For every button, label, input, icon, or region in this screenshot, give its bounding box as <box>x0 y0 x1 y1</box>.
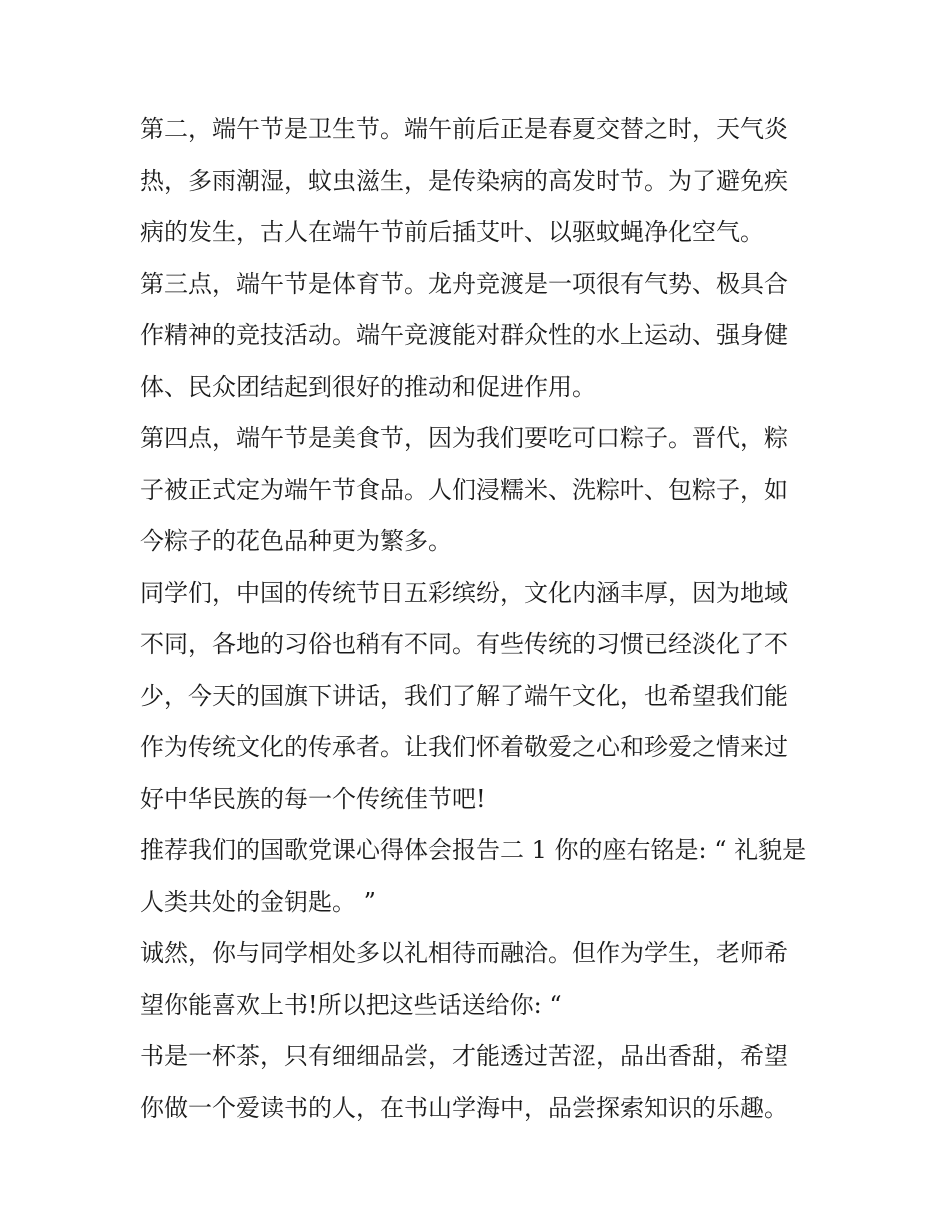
document-page <box>140 104 830 1134</box>
text-line: 望你能喜欢上书!所以把这些话送给你: “ <box>140 990 562 1019</box>
text-line: 作为传统文化的传承者。让我们怀着敬爱之心和珍爱之情来过 <box>140 733 788 761</box>
text-line: 第二，端午节是卫生节。端午前后正是春夏交替之时，天气炎 <box>140 115 788 143</box>
text-line: 书是一杯茶，只有细细品尝，才能透过苦涩，品出香甜，希望 <box>140 1042 788 1070</box>
text-line: 同学们，中国的传统节日五彩缤纷，文化内涵丰厚，因为地域 <box>140 578 788 607</box>
text-line: 病的发生，古人在端午节前后插艾叶、以驱蚊蝇净化空气。 <box>140 218 764 246</box>
text-line: 诚然，你与同学相处多以礼相待而融洽。但作为学生，老师希 <box>140 939 788 967</box>
text-line: 第四点，端午节是美食节，因为我们要吃可口粽子。晋代，粽 <box>140 424 788 452</box>
text-line: 今粽子的花色品种更为繁多。 <box>140 527 452 555</box>
text-line: 人类共处的金钥匙。 ” <box>140 887 376 916</box>
text-line: 推荐我们的国歌党课心得体会报告二 1 你的座右铭是: “ 礼貌是 <box>140 836 807 864</box>
text-line: 不同，各地的习俗也稍有不同。有些传统的习惯已经淡化了不 <box>140 630 788 658</box>
text-line: 子被正式定为端午节食品。人们浸糯米、洗粽叶、包粽子，如 <box>140 475 788 504</box>
text-line: 体、民众团结起到很好的推动和促进作用。 <box>140 372 596 401</box>
text-line: 作精神的竞技活动。端午竞渡能对群众性的水上运动、强身健 <box>140 321 788 349</box>
text-line: 少，今天的国旗下讲话，我们了解了端午文化，也希望我们能 <box>140 681 788 710</box>
text-line: 第三点，端午节是体育节。龙舟竞渡是一项很有气势、极具合 <box>140 269 788 298</box>
text-line: 你做一个爱读书的人，在书山学海中，品尝探索知识的乐趣。 <box>140 1093 788 1122</box>
text-line: 好中华民族的每一个传统佳节吧! <box>140 784 486 813</box>
text-line: 热，多雨潮湿，蚊虫滋生，是传染病的高发时节。为了避免疾 <box>140 166 788 195</box>
